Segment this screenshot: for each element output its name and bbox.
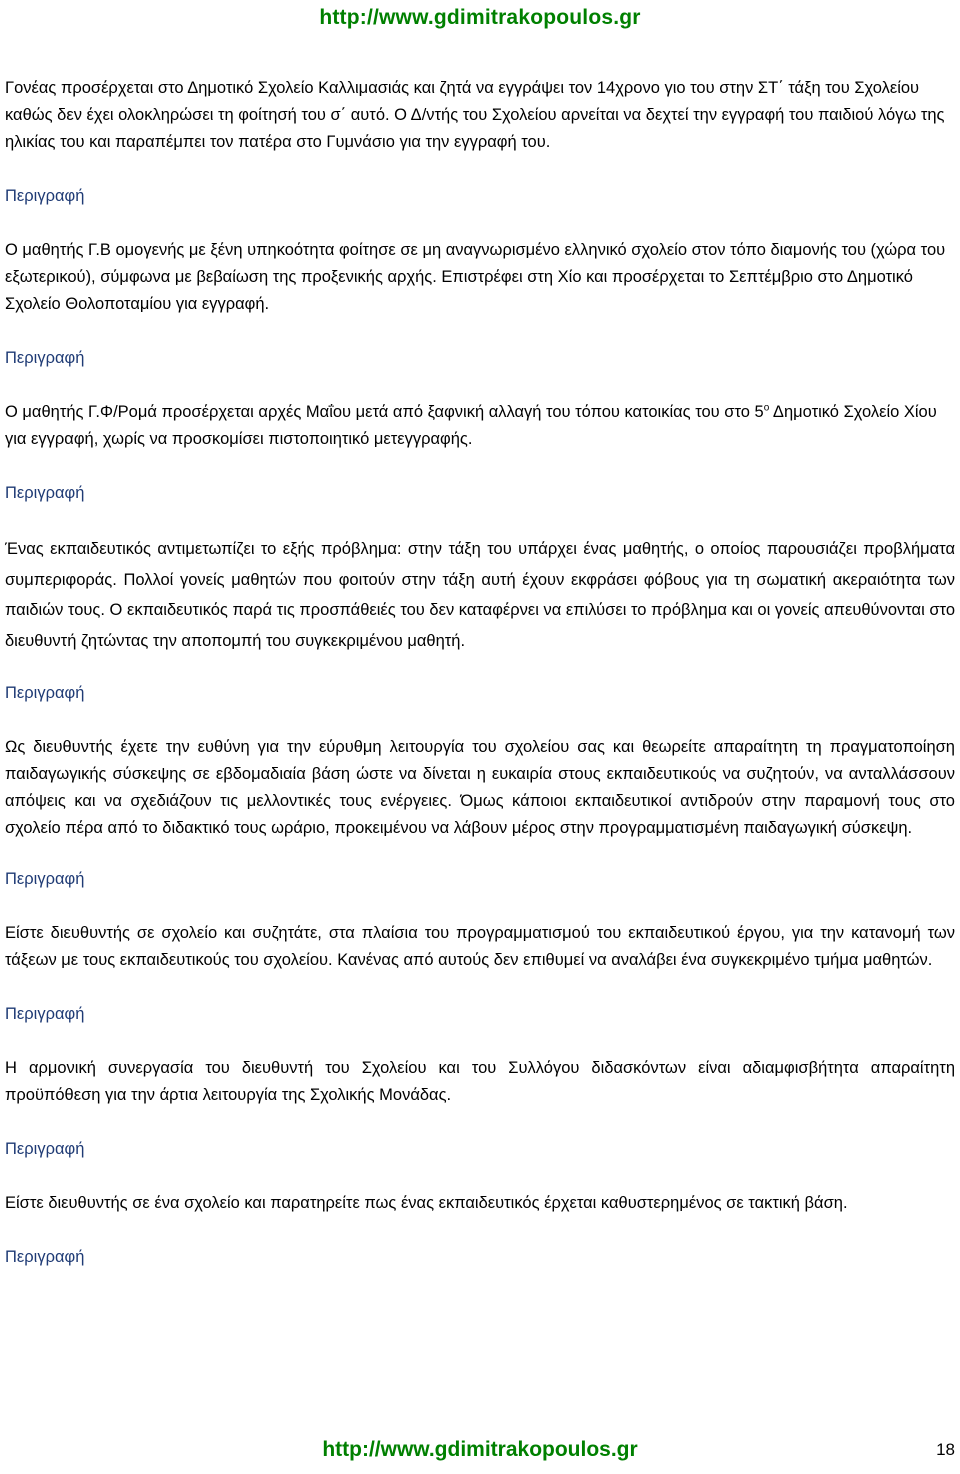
section-heading-description: Περιγραφή: [5, 1248, 85, 1266]
case-paragraph-7: Η αρμονική συνεργασία του διευθυντή του Σχολείου και του Συλλόγου διδασκόντων είναι αδιαμφισβήτητα απαραίτητη προϋπόθεση για την άρτια λειτουργία της Σχολικής Μονάδας.: [5, 1059, 955, 1104]
section-heading-description: Περιγραφή: [5, 484, 85, 502]
ordinal-superscript: ο: [763, 402, 770, 414]
case-paragraph-3: [5, 399, 955, 453]
document-body: [5, 75, 955, 1271]
case-paragraph-1: Γονέας προσέρχεται στο Δημοτικό Σχολείο Καλλιμασιάς και ζητά να εγγράψει τον 14χρονο γιο του στην ΣΤ΄ τάξη του Σχολείου καθώς δεν έχει ολοκληρώσει τη φοίτησή του σ΄ αυτό. Ο Δ/ντής του Σχολείου αρνείται να δεχτεί την εγγραφή του παιδιού λόγω της ηλικίας του και παραπέμπει τον πατέρα στο Γυμνάσιο για την εγγραφή του.: [5, 79, 945, 151]
case-paragraph-4: Ένας εκπαιδευτικός αντιμετωπίζει το εξής πρόβλημα: στην τάξη του υπάρχει ένας μαθητής, ο οποίος παρουσιάζει προβλήματα συμπεριφοράς. Πολλοί γονείς μαθητών που φοιτούν στην τάξη αυτή έχουν εκφράσει φόβους για τη σωματική ακεραιότητα των παιδιών τους. Ο εκπαιδευτικός παρά τις προσπάθειές του δεν καταφέρνει να επιλύσει το πρόβλημα και οι γονείς απευθύνονται στο διευθυντή ζητώντας την αποπομπή του συγκεκριμένου μαθητή.: [5, 540, 955, 650]
case-paragraph-3-part-a: Ο μαθητής Γ.Φ/Ρομά προσέρχεται αρχές Μαΐου μετά από ξαφνική αλλαγή του τόπου κατοικίας του στο 5: [5, 403, 764, 421]
section-heading-description: Περιγραφή: [5, 187, 85, 205]
case-paragraph-3-part-b: Δημοτικό Σχολείο Χίου για εγγραφή, χωρίς να προσκομίσει πιστοποιητικό μετεγγραφής.: [5, 403, 937, 448]
case-paragraph-2: Ο μαθητής Γ.Β ομογενής με ξένη υπηκοότητα φοίτησε σε μη αναγνωρισμένο ελληνικό σχολείο στον τόπο διαμονής του (χώρα του εξωτερικού), σύμφωνα με βεβαίωση της προξενικής αρχής. Επιστρέφει στη Χίο και προσέρχεται το Σεπτέμβριο στο Δημοτικό Σχολείο Θολοποταμίου για εγγραφή.: [5, 241, 946, 313]
section-heading-description: Περιγραφή: [5, 349, 85, 367]
footer-url-link[interactable]: http://www.gdimitrakopoulos.gr: [322, 1438, 638, 1461]
page-number: 18: [936, 1440, 955, 1459]
case-paragraph-6: Είστε διευθυντής σε σχολείο και συζητάτε, στα πλαίσια του προγραμματισμού του εκπαιδευτικού έργου, για την κατανομή των τάξεων με τους εκπαιδευτικούς του σχολείου. Κανένας από αυτούς δεν επιθυμεί να αναλάβει ένα συγκεκριμένο τμήμα μαθητών.: [5, 924, 955, 969]
section-heading-description: Περιγραφή: [5, 684, 85, 702]
case-paragraph-8: Είστε διευθυντής σε ένα σχολείο και παρατηρείτε πως ένας εκπαιδευτικός έρχεται καθυστερημένος σε τακτική βάση.: [5, 1194, 848, 1212]
header-url-link[interactable]: http://www.gdimitrakopoulos.gr: [319, 6, 641, 29]
case-paragraph-5: Ως διευθυντής έχετε την ευθύνη για την εύρυθμη λειτουργία του σχολείου σας και θεωρείτε απαραίτητη τη πραγματοποίηση παιδαγωγικής σύσκεψης σε εβδομαδιαία βάση ώστε να δίνεται η ευκαιρία στους εκπαιδευτικούς να συζητούν, να ανταλλάσσουν απόψεις και να σχεδιάζουν τις μελλοντικές τους ενέργειες. Όμως κάποιοι εκπαιδευτικοί αντιδρούν στην παραμονή τους στο σχολείο πέρα από το διδακτικό τους ωράριο, προκειμένου να λάβουν μέρος στην προγραμματισμένη παιδαγωγική σύσκεψη.: [5, 738, 955, 837]
section-heading-description: Περιγραφή: [5, 1005, 85, 1023]
section-heading-description: Περιγραφή: [5, 870, 85, 888]
section-heading-description: Περιγραφή: [5, 1140, 85, 1158]
